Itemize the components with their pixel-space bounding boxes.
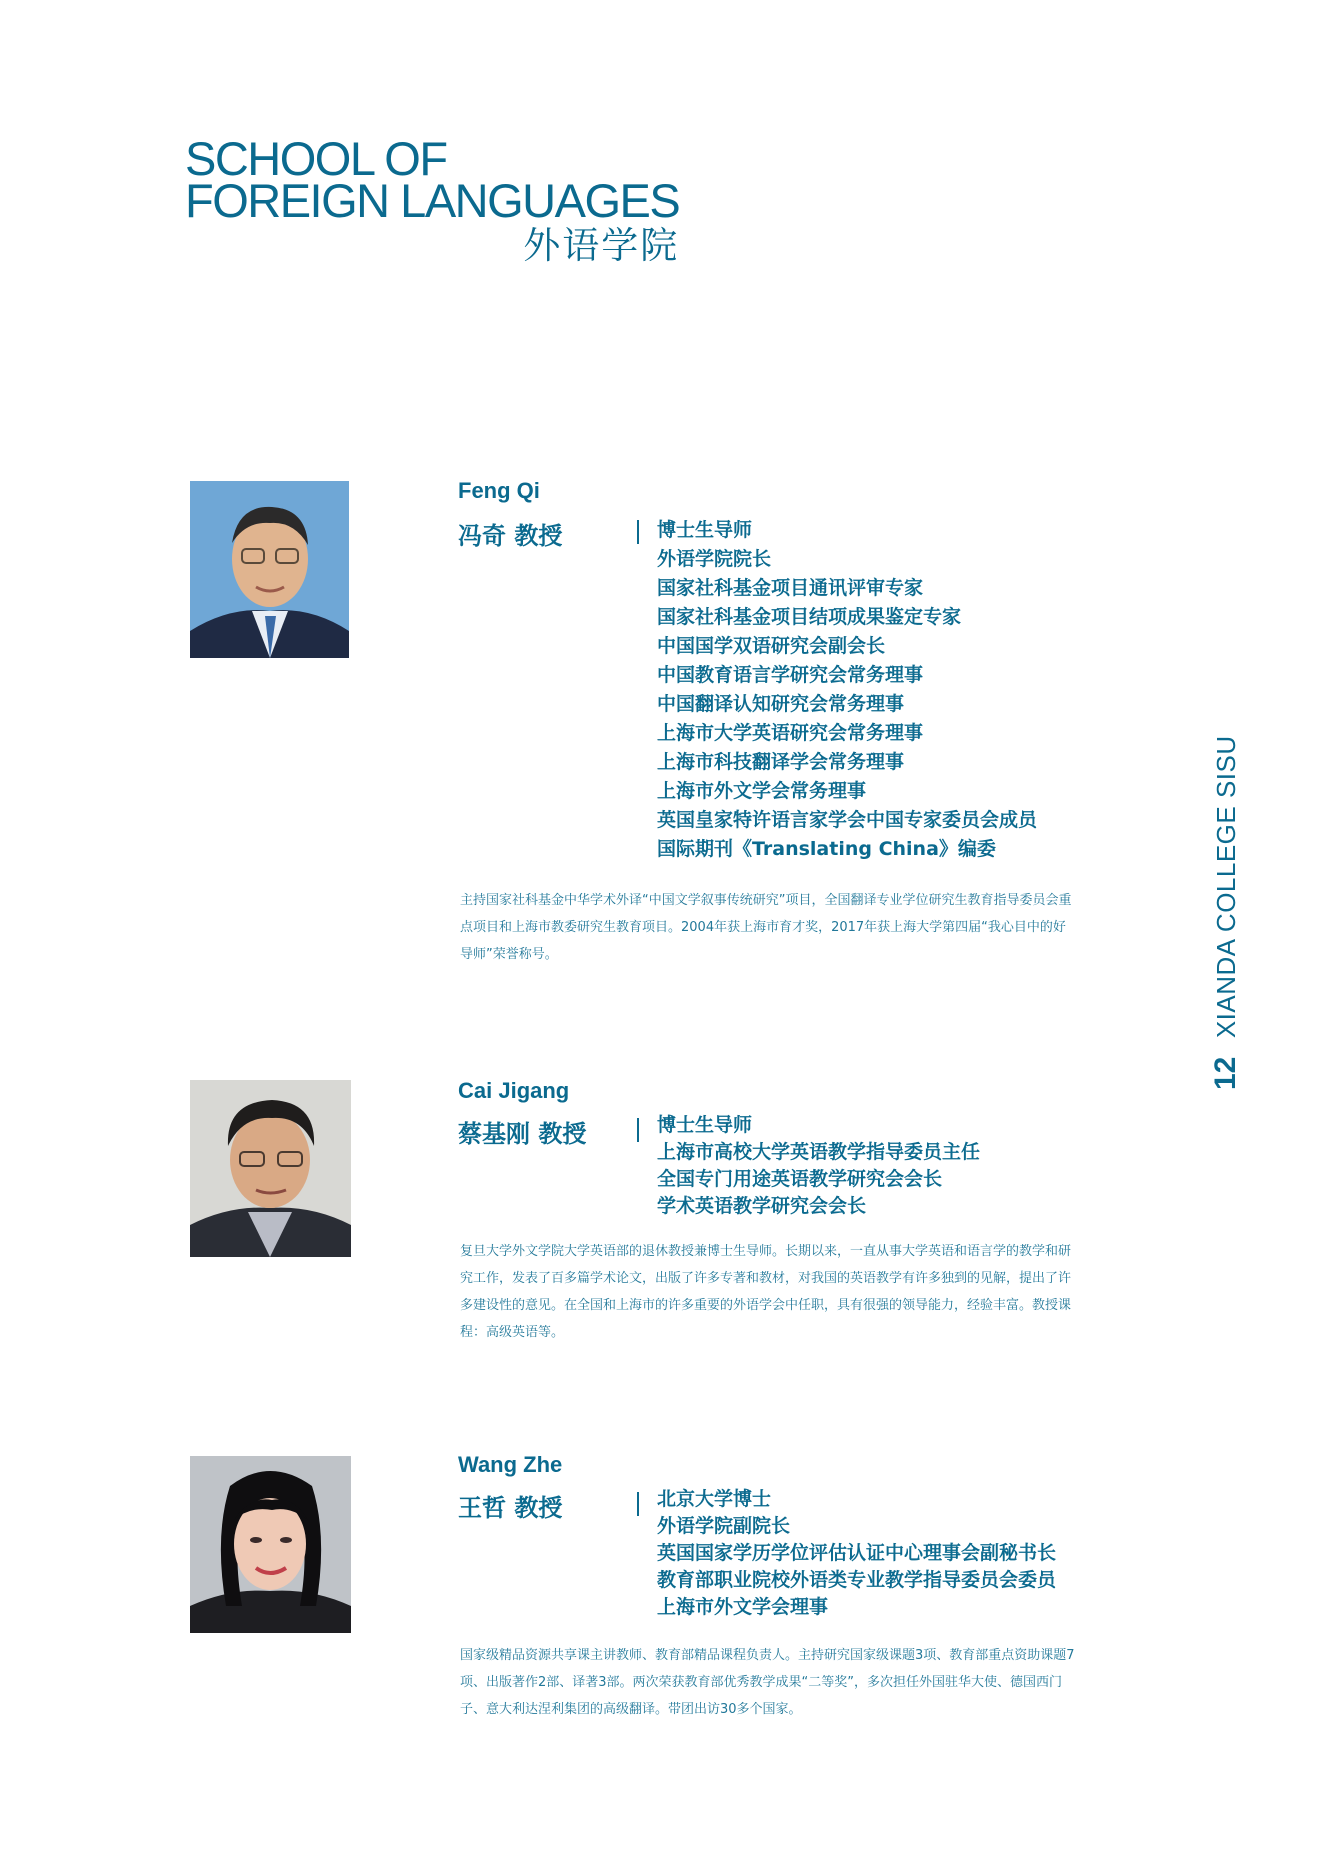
header-title-zh: 外语学院 bbox=[523, 224, 680, 267]
title-item: 上海市外文学会理事 bbox=[657, 1596, 829, 1618]
title-item: 中国国学双语研究会副会长 bbox=[657, 635, 886, 657]
name-zh: 蔡基刚 教授 bbox=[458, 1120, 587, 1148]
header-title-en-line1: SCHOOL OF bbox=[185, 132, 447, 185]
name-zh: 王哲 教授 bbox=[458, 1494, 563, 1522]
portrait-photo bbox=[190, 1080, 351, 1257]
bio-text: 复旦大学外文学院大学英语部的退休教授兼博士生导师。长期以来，一直从事大学英语和语言学的教学和研究工作，发表了百多篇学术论文，出版了许多专著和教材，对我国的英语教学有许多独到的见解，提出了许多建设性的意见。在全国和上海市的许多重要的外语学会中任职，具有很强的领导能力，经验丰富。教授课程：高级英语等。 bbox=[460, 1244, 1072, 1340]
title-item: 上海市外文学会常务理事 bbox=[657, 780, 867, 802]
title-item: 北京大学博士 bbox=[657, 1488, 772, 1510]
title-list bbox=[657, 516, 1037, 864]
title-item: 上海市科技翻译学会常务理事 bbox=[657, 751, 905, 773]
portrait-photo bbox=[190, 481, 349, 658]
college-name: XIANDA COLLEGE SISU bbox=[1211, 735, 1241, 1039]
title-item: 国家社科基金项目通讯评审专家 bbox=[657, 577, 924, 599]
bio-text: 主持国家社科基金中华学术外译“中国文学叙事传统研究”项目，全国翻译专业学位研究生教育指导委员会重点项目和上海市教委研究生教育项目。2004年获上海市育才奖，2017年获上海大学第四届“我心目中的好导师”荣誉称号。 bbox=[460, 893, 1072, 962]
title-item: 博士生导师 bbox=[657, 1114, 753, 1136]
title-item: 上海市大学英语研究会常务理事 bbox=[657, 722, 924, 744]
title-item: 国际期刊《Translating China》编委 bbox=[657, 838, 996, 860]
page-number: 12 bbox=[1209, 1056, 1242, 1090]
title-item: 上海市高校大学英语教学指导委员主任 bbox=[657, 1141, 981, 1163]
title-item: 外语学院副院长 bbox=[657, 1515, 791, 1537]
title-item: 英国皇家特许语言家学会中国专家委员会成员 bbox=[657, 809, 1038, 831]
title-item: 外语学院院长 bbox=[657, 548, 772, 570]
portrait-illustration bbox=[190, 1456, 351, 1633]
portrait-illustration bbox=[190, 481, 349, 658]
title-item: 博士生导师 bbox=[657, 519, 753, 541]
page-header bbox=[185, 132, 680, 268]
portrait-photo bbox=[190, 1456, 351, 1633]
title-list bbox=[657, 1486, 1056, 1621]
separator-bar bbox=[637, 1492, 639, 1516]
title-item: 中国翻译认知研究会常务理事 bbox=[657, 693, 905, 715]
title-item: 国家社科基金项目结项成果鉴定专家 bbox=[657, 606, 962, 628]
name-en: Wang Zhe bbox=[458, 1452, 563, 1477]
portrait-illustration bbox=[190, 1080, 351, 1257]
name-en: Feng Qi bbox=[458, 478, 540, 503]
title-item: 全国专门用途英语教学研究会会长 bbox=[657, 1168, 943, 1190]
separator-bar bbox=[637, 1118, 639, 1142]
title-item: 中国教育语言学研究会常务理事 bbox=[657, 664, 924, 686]
side-label bbox=[1209, 735, 1243, 1090]
name-en: Cai Jigang bbox=[458, 1078, 570, 1103]
title-item: 学术英语教学研究会会长 bbox=[657, 1195, 867, 1217]
name-zh: 冯奇 教授 bbox=[458, 522, 563, 550]
bio-text: 国家级精品资源共享课主讲教师、教育部精品课程负责人。主持研究国家级课题3项、教育部重点资助课题7项、出版著作2部、译著3部。两次荣获教育部优秀教学成果“二等奖”，多次担任外国驻华大使、德国西门子、意大利达涅利集团的高级翻译。带团出访30多个国家。 bbox=[460, 1648, 1075, 1717]
header-title-en-line2: FOREIGN LANGUAGES bbox=[185, 174, 680, 227]
title-item: 英国国家学历学位评估认证中心理事会副秘书长 bbox=[657, 1542, 1057, 1564]
separator-bar bbox=[637, 520, 639, 544]
title-item: 教育部职业院校外语类专业教学指导委员会委员 bbox=[657, 1569, 1057, 1591]
title-list bbox=[657, 1112, 980, 1220]
